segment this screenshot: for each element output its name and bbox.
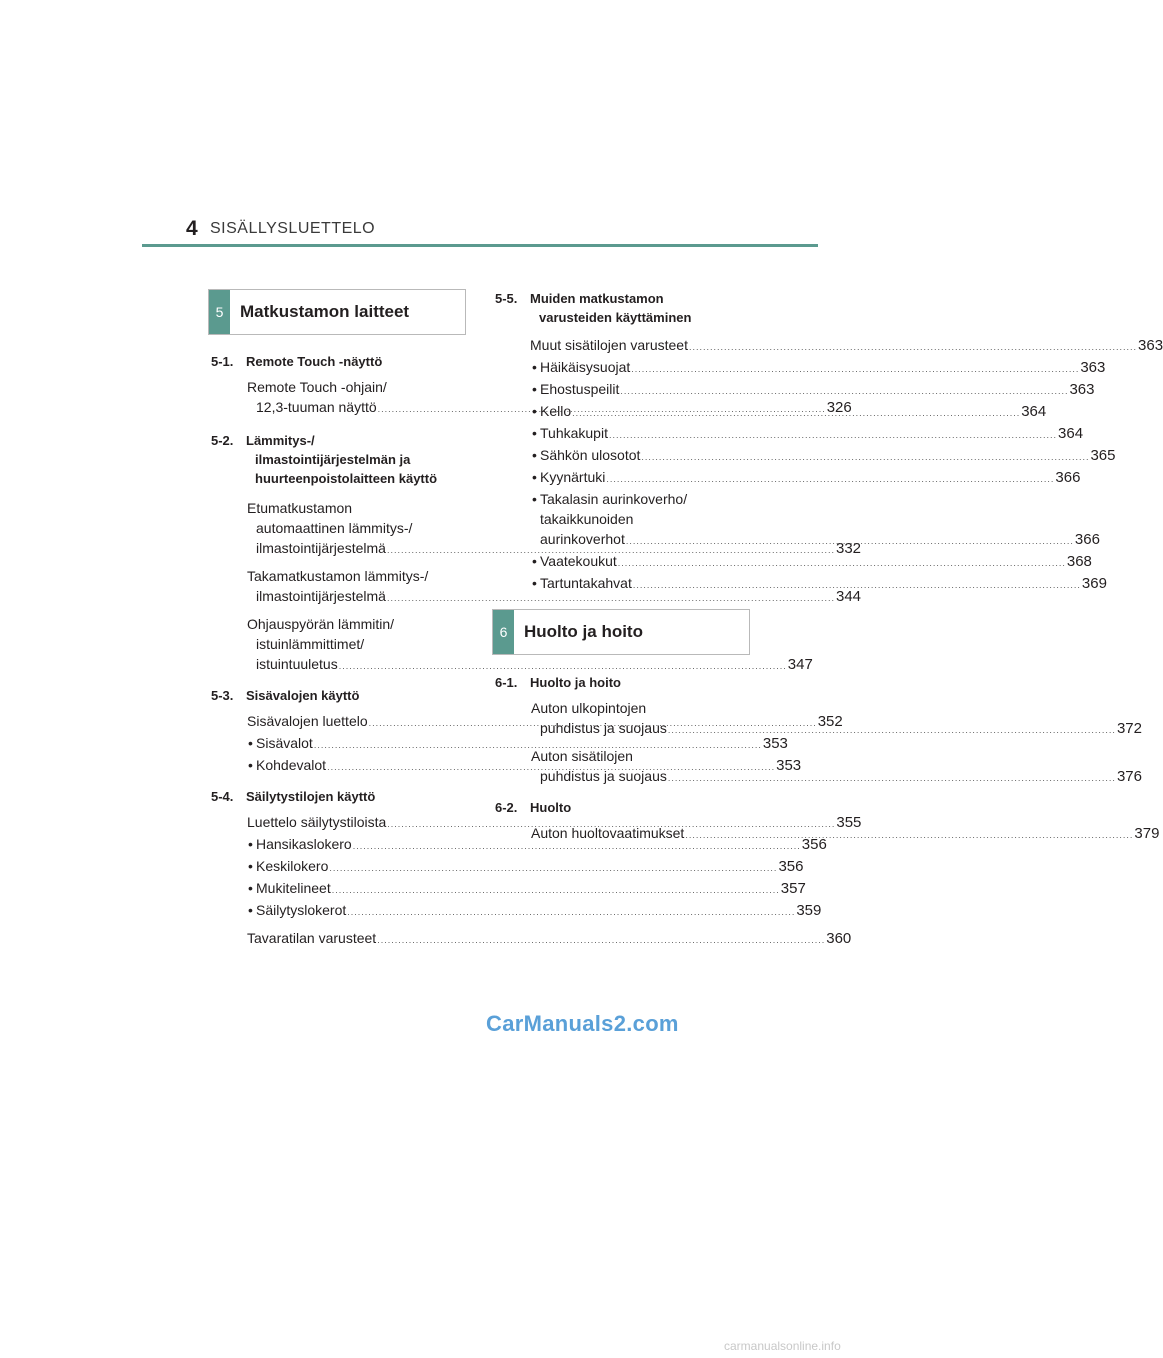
section-heading-6[interactable] [492,609,750,655]
page-ref: 347 [787,656,813,673]
footer-watermark: carmanualsonline.info [724,1339,841,1353]
chapter-6-2[interactable] [492,798,750,817]
page-ref: 359 [796,902,822,919]
bullet-icon: • [532,447,537,463]
chapter-number: 5-2. [211,433,234,448]
chapter-title: Remote Touch -näyttö [246,354,383,369]
page-number: 4 [186,217,198,240]
toc-subentry[interactable]: • Ehostuspeilit ..... 363 [492,379,750,401]
page-ref: 357 [780,880,806,897]
bullet-icon: • [532,381,537,397]
page-ref: 332 [836,540,862,557]
toc-subentry[interactable]: • Sisävalot ..... 353 [208,733,466,755]
bullet-icon: • [248,858,253,874]
section-number: 6 [493,610,514,654]
toc-entry[interactable]: Luettelo säilytystiloista ..... 355 [208,812,466,834]
bullet-icon: • [532,491,537,507]
page-ref: 363 [1080,359,1106,376]
page-ref: 360 [826,930,852,947]
bullet-icon: • [532,425,537,441]
bullet-icon: • [248,880,253,896]
page-ref: 366 [1074,531,1100,548]
toc-entry[interactable]: Sisävalojen luettelo ..... 352 [208,711,466,733]
page-ref: 366 [1055,469,1081,486]
toc-subentry[interactable]: • Mukitelineet ..... 357 [208,878,466,900]
chapter-5-4[interactable] [208,787,466,806]
toc-subentry[interactable]: • Häikäisysuojat ..... 363 [492,357,750,379]
toc-entry[interactable]: Tavaratilan varusteet ..... 360 [208,928,466,950]
header-title: SISÄLLYSLUETTELO [210,220,376,237]
toc-entry[interactable]: Auton sisätilojen puhdistus ja suojaus..... 376 [492,746,750,788]
page-ref: 364 [1021,403,1047,420]
section-title: Matkustamon laitteet [240,302,410,321]
page-ref: 356 [801,836,827,853]
chapter-number: 5-4. [211,789,234,804]
bullet-icon: • [532,403,537,419]
page-ref: 379 [1134,825,1160,842]
toc-subentry[interactable]: • Takalasin aurinkoverho/ takaikkunoiden aurinkoverhot..... 366 [492,489,750,551]
watermark-carmanuals2: CarManuals2.com [486,1011,679,1036]
toc-entry[interactable]: Ohjauspyörän lämmitin/ istuinlämmittimet/ istuintuuletus..... 347 [208,614,466,676]
page-ref: 376 [1116,768,1142,785]
toc-subentry[interactable]: • Hansikaslokero ..... 356 [208,834,466,856]
chapter-number: 5-1. [211,354,234,369]
page-ref: 355 [836,814,862,831]
chapter-5-3[interactable] [208,686,466,705]
section-number: 5 [209,290,230,334]
page-header [142,214,818,246]
bullet-icon: • [532,359,537,375]
toc-subentry[interactable]: • Keskilokero ..... 356 [208,856,466,878]
chapter-number: 6-2. [495,800,518,815]
section-title: Huolto ja hoito [524,622,643,641]
bullet-icon: • [248,757,253,773]
bullet-icon: • [532,553,537,569]
page-ref: 353 [762,735,788,752]
page-ref: 364 [1058,425,1084,442]
chapter-title: Säilytystilojen käyttö [246,789,376,804]
chapter-title: Huolto [530,800,572,815]
toc-subentry[interactable]: • Kello ..... 364 [492,401,750,423]
chapter-5-5[interactable]: 5-5. Muiden matkustamon varusteiden käyttäminen [495,291,692,325]
page-ref: 369 [1081,575,1107,592]
bullet-icon: • [532,575,537,591]
page-ref: 353 [776,757,802,774]
page-ref: 363 [1069,381,1095,398]
toc-entry[interactable]: Remote Touch -ohjain/ 12,3-tuuman näyttö..... 326 [208,377,466,419]
chapter-number: 5-5. [495,291,518,306]
toc-subentry[interactable]: • Kyynärtuki ..... 366 [492,467,750,489]
chapter-title: Huolto ja hoito [530,675,621,690]
page-ref: 344 [836,588,862,605]
toc-entry[interactable]: Etumatkustamon automaattinen lämmitys-/ ilmastointijärjestelmä..... 332 [208,498,466,560]
chapter-number: 5-3. [211,688,234,703]
toc-subentry[interactable]: • Vaatekoukut ..... 368 [492,551,750,573]
toc-entry[interactable]: Auton huoltovaatimukset ..... 379 [492,823,750,845]
page-ref: 365 [1090,447,1116,464]
toc-subentry[interactable]: • Tartuntakahvat ..... 369 [492,573,750,595]
toc-entry[interactable]: Takamatkustamon lämmitys-/ ilmastointijärjestelmä..... 344 [208,566,466,608]
toc-entry[interactable]: Auton ulkopintojen puhdistus ja suojaus..... 372 [492,698,750,740]
bullet-icon: • [532,469,537,485]
chapter-6-1[interactable] [492,673,750,692]
toc-entry[interactable]: Muut sisätilojen varusteet ..... 363 [492,335,750,357]
chapter-number: 6-1. [495,675,518,690]
chapter-title: Sisävalojen käyttö [246,688,360,703]
chapter-5-2[interactable]: 5-2. Lämmitys-/ ilmastointijärjestelmän ja huurteenpoistolaitteen käyttö [211,433,438,486]
page-ref: 368 [1066,553,1092,570]
chapter-5-1[interactable] [208,352,466,371]
page-ref: 356 [778,858,804,875]
page-ref: 363 [1138,337,1163,354]
bullet-icon: • [248,836,253,852]
bullet-icon: • [248,735,253,751]
toc-subentry[interactable]: • Sähkön ulosotot ..... 365 [492,445,750,467]
page-ref: 326 [826,399,852,416]
section-heading-5[interactable] [208,289,466,335]
toc-subentry[interactable]: • Kohdevalot ..... 353 [208,755,466,777]
page-ref: 372 [1116,720,1142,737]
header-rule [142,244,818,247]
page-ref: 352 [817,713,843,730]
toc-subentry[interactable]: • Säilytyslokerot ..... 359 [208,900,466,922]
toc-subentry[interactable]: • Tuhkakupit ..... 364 [492,423,750,445]
bullet-icon: • [248,902,253,918]
